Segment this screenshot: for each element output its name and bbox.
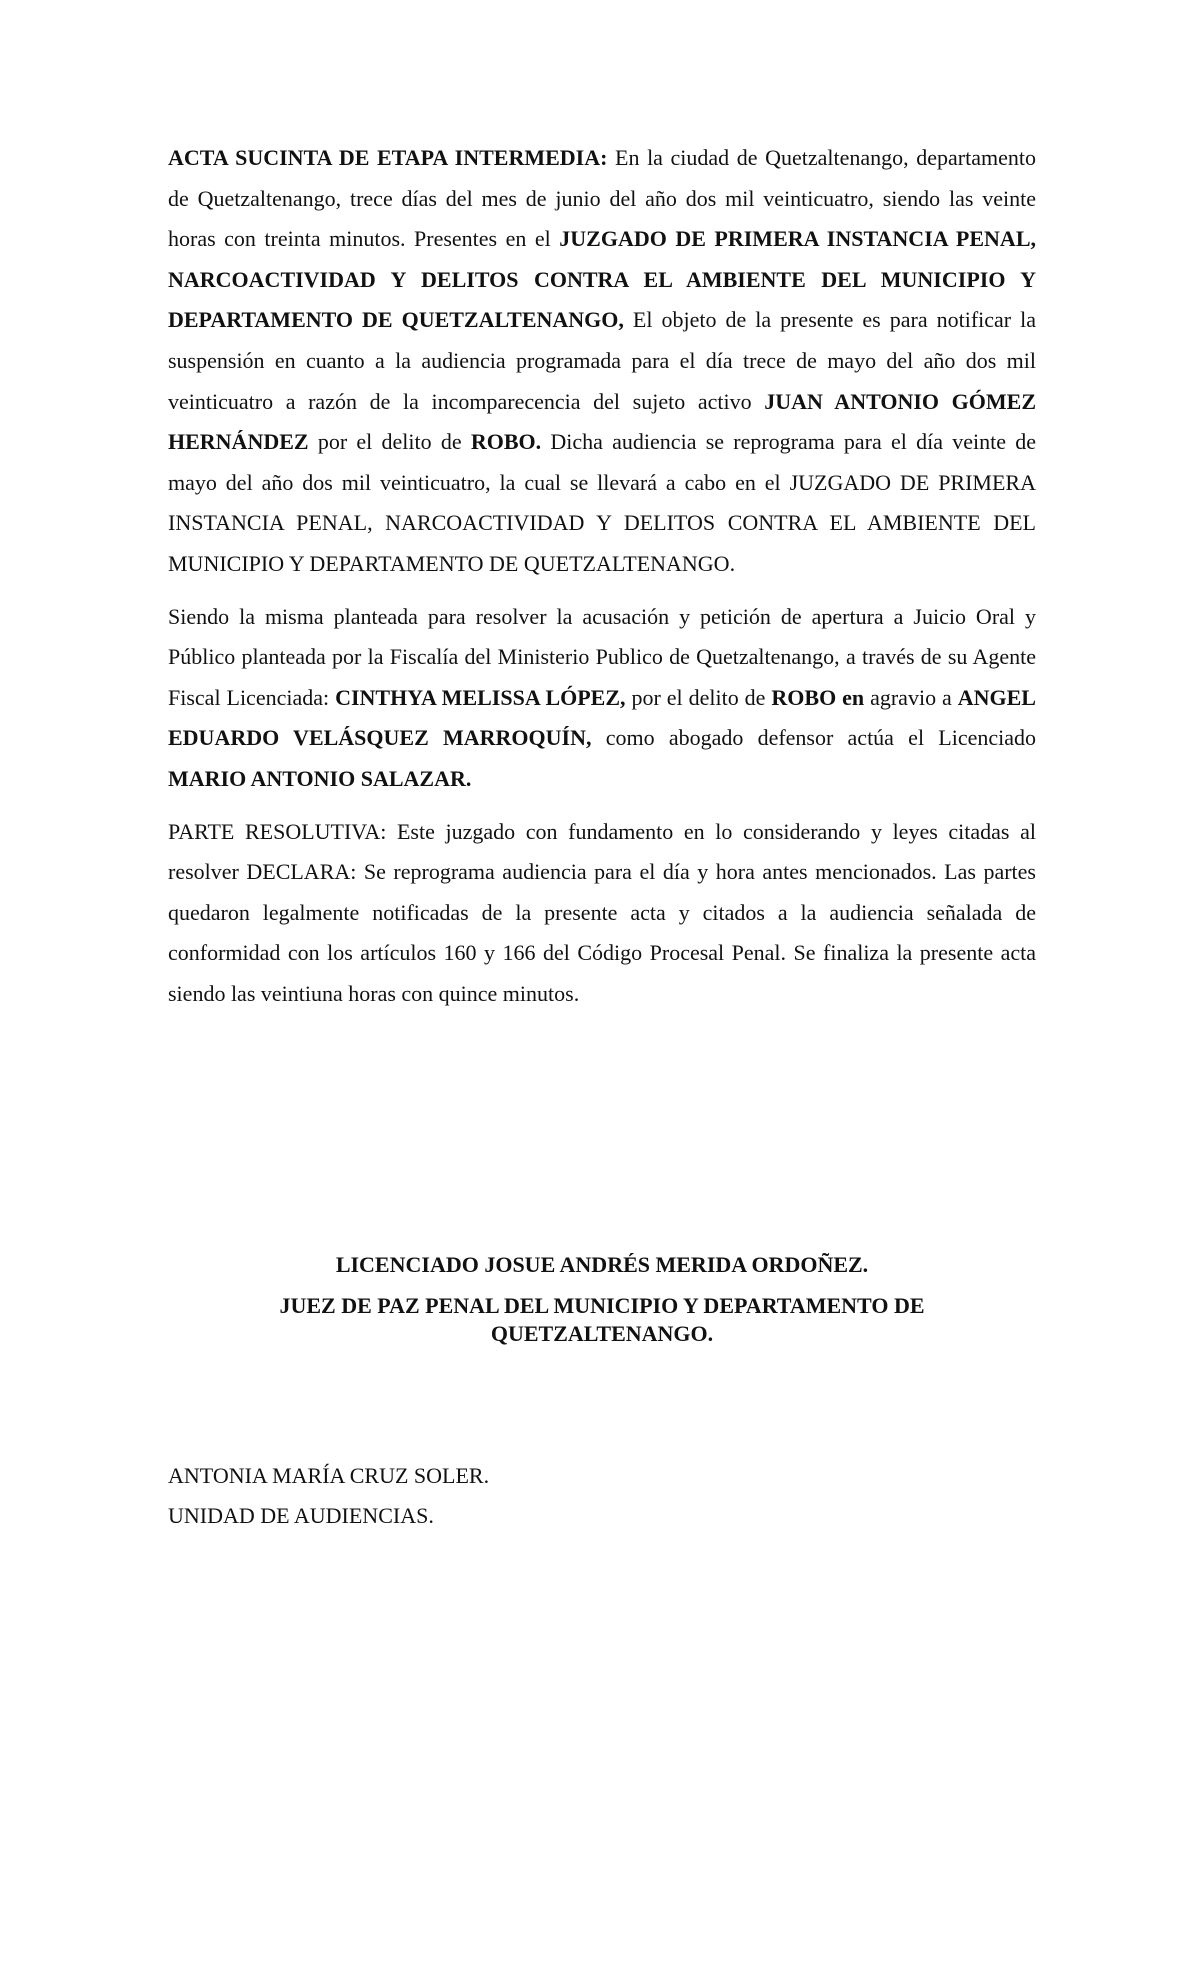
crime-name: ROBO. [470, 429, 542, 455]
prosecutor-name: CINTHYA MELISSA LÓPEZ, [335, 684, 626, 710]
clerk-unit: UNIDAD DE AUDIENCIAS. [168, 1503, 434, 1528]
clerk-signature-block [168, 1456, 1036, 1536]
paragraph-resolution: PARTE RESOLUTIVA: Este juzgado con fundamento en lo considerando y leyes citadas al resolver DECLARA: Se reprograma audiencia para el día y hora antes mencionados. Las partes quedaron legalmente notificadas de la presente acta y citados a la audiencia señalada de conformidad con los artículos 160 y 166 del Código Procesal Penal. Se finaliza la presente acta siendo las veintiuna horas con quince minutos. [168, 818, 1036, 1006]
object-text: El objeto de la presente es para notificar la suspensión en cuanto a la audiencia programada para el día trece de mayo del año dos mil veinticuatro a razón de la incomparecencia del sujeto activo [168, 307, 1036, 414]
victim-prefix: agravio a [864, 684, 958, 710]
victim-name: ANGEL EDUARDO VELÁSQUEZ MARROQUÍN, [168, 684, 1036, 751]
defendant-name: JUAN ANTONIO GÓMEZ HERNÁNDEZ [168, 388, 1036, 455]
crime-prefix-2: por el delito de [625, 684, 772, 710]
court-name: JUZGADO DE PRIMERA INSTANCIA PENAL, NARCOACTIVIDAD Y DELITOS CONTRA EL AMBIENTE DEL MUNICIPIO Y DEPARTAMENTO DE QUETZALTENANGO, [168, 226, 1036, 333]
crime-prefix: por el delito de [308, 429, 471, 455]
judge-title: JUEZ DE PAZ PENAL DEL MUNICIPIO Y DEPARTAMENTO DE QUETZALTENANGO. [279, 1293, 925, 1346]
crime-name-2: ROBO en [771, 684, 865, 710]
intro-text: En la ciudad de Quetzaltenango, departamento de Quetzaltenango, trece días del mes de junio del año dos mil veinticuatro, siendo las veinte horas con treinta minutos. Presentes en el [168, 145, 1036, 252]
clerk-name: ANTONIA MARÍA CRUZ SOLER. [168, 1463, 490, 1488]
reschedule-text: Dicha audiencia se reprograma para el día veinte de mayo del año dos mil veinticuatro, la cual se llevará a cabo en el JUZGADO DE PRIMERA INSTANCIA PENAL, NARCOACTIVIDAD Y DELITOS CONTRA EL AMBIENTE DEL MUNICIPIO Y DEPARTAMENTO DE QUETZALTENANGO. [168, 429, 1036, 576]
parties-text: Siendo la misma planteada para resolver la acusación y petición de apertura a Juicio Oral y Público planteada por la Fiscalía del Ministerio Publico de Quetzaltenango, a través de su Agente Fiscal Licenciada: [168, 603, 1036, 710]
acta-heading: ACTA SUCINTA DE ETAPA INTERMEDIA: [168, 145, 608, 170]
judge-signature-block [168, 1250, 1036, 1348]
defense-prefix: como abogado defensor actúa el Licenciado [591, 725, 1036, 751]
document-body [168, 138, 1036, 1026]
paragraph-parties [168, 597, 1036, 800]
defense-attorney-name: MARIO ANTONIO SALAZAR. [168, 765, 472, 791]
paragraph-acta-intro [168, 138, 1036, 585]
judge-name: LICENCIADO JOSUE ANDRÉS MERIDA ORDOÑEZ. [335, 1252, 869, 1277]
